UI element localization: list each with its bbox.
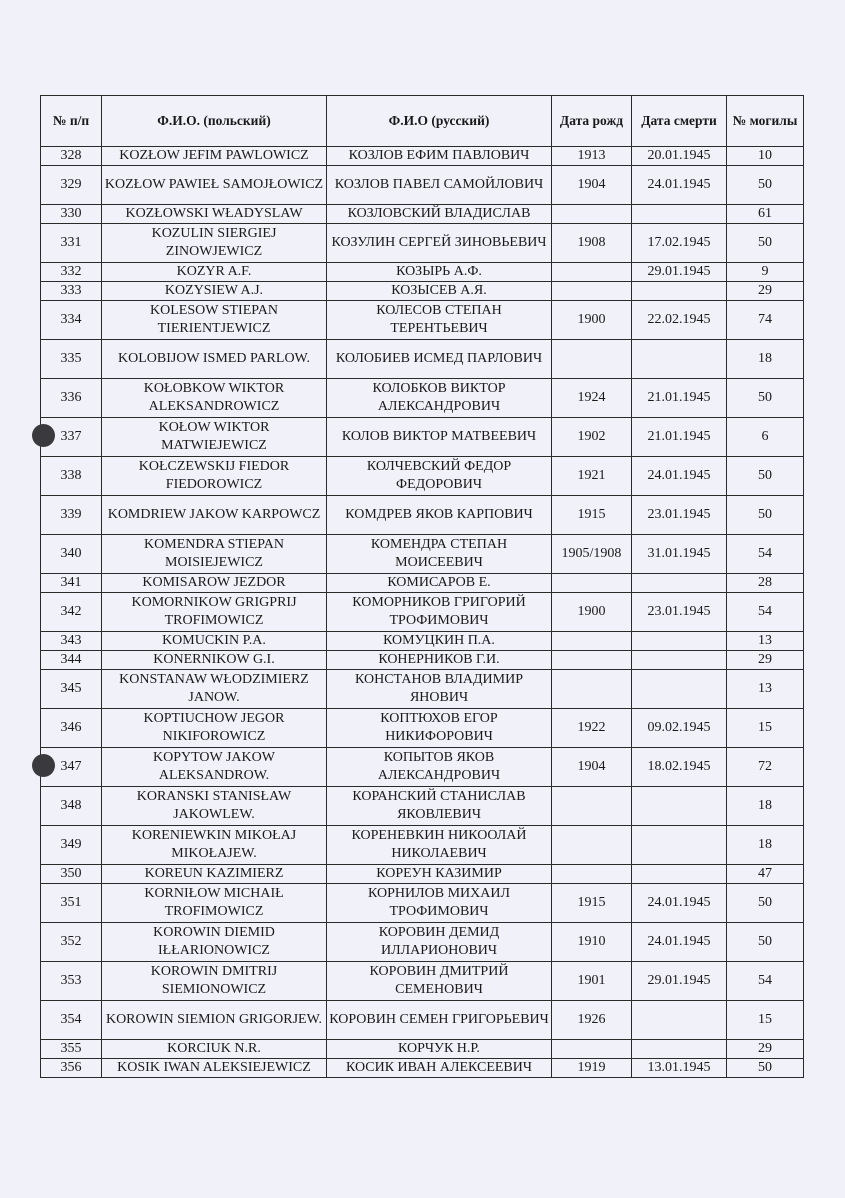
cell-birth-date bbox=[552, 826, 632, 865]
cell-name-polish: KOŁOW WIKTOR MATWIEJEWICZ bbox=[102, 418, 327, 457]
cell-name-russian: КОРЧУК Н.Р. bbox=[327, 1040, 552, 1059]
table-row bbox=[41, 496, 804, 535]
cell-name-polish: KOROWIN SIEMION GRIGORJEW. bbox=[102, 1001, 327, 1040]
cell-grave-number: 50 bbox=[727, 166, 804, 205]
table-row bbox=[41, 923, 804, 962]
cell-death-date: 21.01.1945 bbox=[632, 379, 727, 418]
cell-number: 347 bbox=[41, 748, 102, 787]
cell-name-russian: КОЛЧЕВСКИЙ ФЕДОР ФЕДОРОВИЧ bbox=[327, 457, 552, 496]
cell-name-polish: KOMENDRA STIEPAN MOISIEJEWICZ bbox=[102, 535, 327, 574]
cell-number: 349 bbox=[41, 826, 102, 865]
cell-name-russian: КОНСТАНОВ ВЛАДИМИР ЯНОВИЧ bbox=[327, 670, 552, 709]
cell-name-polish: KORANSKI STANISŁAW JAKOWLEW. bbox=[102, 787, 327, 826]
cell-death-date bbox=[632, 651, 727, 670]
cell-name-russian: КОЗЛОВ ПАВЕЛ САМОЙЛОВИЧ bbox=[327, 166, 552, 205]
table-row bbox=[41, 962, 804, 1001]
header-birth-date: Дата рожд bbox=[552, 96, 632, 147]
table-row bbox=[41, 340, 804, 379]
burial-registry-table bbox=[40, 95, 804, 1078]
table-row bbox=[41, 282, 804, 301]
cell-birth-date: 1901 bbox=[552, 962, 632, 1001]
cell-number: 350 bbox=[41, 865, 102, 884]
cell-birth-date bbox=[552, 205, 632, 224]
cell-grave-number: 15 bbox=[727, 1001, 804, 1040]
cell-birth-date: 1924 bbox=[552, 379, 632, 418]
table-row bbox=[41, 709, 804, 748]
cell-name-russian: КОЛОБИЕВ ИСМЕД ПАРЛОВИЧ bbox=[327, 340, 552, 379]
cell-number: 356 bbox=[41, 1059, 102, 1078]
table-row bbox=[41, 670, 804, 709]
cell-name-russian: КОПТЮХОВ ЕГОР НИКИФОРОВИЧ bbox=[327, 709, 552, 748]
table-row bbox=[41, 457, 804, 496]
cell-name-russian: КОРОВИН ДМИТРИЙ СЕМЕНОВИЧ bbox=[327, 962, 552, 1001]
cell-name-polish: KOZULIN SIERGIEJ ZINOWJEWICZ bbox=[102, 224, 327, 263]
cell-birth-date bbox=[552, 263, 632, 282]
table-row bbox=[41, 535, 804, 574]
table-row bbox=[41, 651, 804, 670]
header-number: № п/п bbox=[41, 96, 102, 147]
table-row bbox=[41, 301, 804, 340]
cell-death-date: 29.01.1945 bbox=[632, 263, 727, 282]
cell-number: 344 bbox=[41, 651, 102, 670]
cell-grave-number: 29 bbox=[727, 1040, 804, 1059]
cell-grave-number: 47 bbox=[727, 865, 804, 884]
cell-birth-date bbox=[552, 865, 632, 884]
punch-hole-mark bbox=[32, 424, 55, 447]
cell-birth-date: 1919 bbox=[552, 1059, 632, 1078]
cell-grave-number: 13 bbox=[727, 670, 804, 709]
cell-death-date: 20.01.1945 bbox=[632, 147, 727, 166]
cell-grave-number: 74 bbox=[727, 301, 804, 340]
cell-name-russian: КОРЕУН КАЗИМИР bbox=[327, 865, 552, 884]
cell-birth-date: 1908 bbox=[552, 224, 632, 263]
cell-death-date: 24.01.1945 bbox=[632, 884, 727, 923]
cell-birth-date: 1926 bbox=[552, 1001, 632, 1040]
cell-death-date bbox=[632, 632, 727, 651]
cell-grave-number: 18 bbox=[727, 787, 804, 826]
cell-death-date: 31.01.1945 bbox=[632, 535, 727, 574]
cell-number: 337 bbox=[41, 418, 102, 457]
cell-number: 332 bbox=[41, 263, 102, 282]
cell-number: 353 bbox=[41, 962, 102, 1001]
cell-name-russian: КОЛЕСОВ СТЕПАН ТЕРЕНТЬЕВИЧ bbox=[327, 301, 552, 340]
cell-name-polish: KORENIEWKIN MIKOŁAJ MIKOŁAJEW. bbox=[102, 826, 327, 865]
cell-grave-number: 61 bbox=[727, 205, 804, 224]
table-row bbox=[41, 574, 804, 593]
cell-number: 355 bbox=[41, 1040, 102, 1059]
table-row bbox=[41, 865, 804, 884]
cell-name-russian: КОЗЛОВСКИЙ ВЛАДИСЛАВ bbox=[327, 205, 552, 224]
cell-number: 338 bbox=[41, 457, 102, 496]
header-death-date: Дата смерти bbox=[632, 96, 727, 147]
cell-birth-date: 1915 bbox=[552, 496, 632, 535]
table-row bbox=[41, 224, 804, 263]
cell-number: 341 bbox=[41, 574, 102, 593]
cell-grave-number: 18 bbox=[727, 826, 804, 865]
table-row bbox=[41, 632, 804, 651]
cell-grave-number: 10 bbox=[727, 147, 804, 166]
cell-death-date: 17.02.1945 bbox=[632, 224, 727, 263]
cell-grave-number: 50 bbox=[727, 884, 804, 923]
cell-grave-number: 18 bbox=[727, 340, 804, 379]
table-row bbox=[41, 748, 804, 787]
cell-name-russian: КОЛОВ ВИКТОР МАТВЕЕВИЧ bbox=[327, 418, 552, 457]
cell-birth-date: 1910 bbox=[552, 923, 632, 962]
cell-death-date: 24.01.1945 bbox=[632, 457, 727, 496]
cell-number: 340 bbox=[41, 535, 102, 574]
table-row bbox=[41, 593, 804, 632]
cell-name-russian: КОРОВИН СЕМЕН ГРИГОРЬЕВИЧ bbox=[327, 1001, 552, 1040]
cell-name-polish: KOPYTOW JAKOW ALEKSANDROW. bbox=[102, 748, 327, 787]
cell-birth-date: 1904 bbox=[552, 748, 632, 787]
cell-name-polish: KOZŁOWSKI WŁADYSLAW bbox=[102, 205, 327, 224]
cell-birth-date bbox=[552, 282, 632, 301]
cell-death-date bbox=[632, 826, 727, 865]
cell-name-russian: КОРНИЛОВ МИХАИЛ ТРОФИМОВИЧ bbox=[327, 884, 552, 923]
cell-name-polish: KOZYR A.F. bbox=[102, 263, 327, 282]
cell-name-russian: КОРАНСКИЙ СТАНИСЛАВ ЯКОВЛЕВИЧ bbox=[327, 787, 552, 826]
cell-name-russian: КОМУЦКИН П.А. bbox=[327, 632, 552, 651]
cell-birth-date bbox=[552, 670, 632, 709]
cell-name-russian: КОМДРЕВ ЯКОВ КАРПОВИЧ bbox=[327, 496, 552, 535]
cell-birth-date bbox=[552, 787, 632, 826]
cell-death-date bbox=[632, 282, 727, 301]
cell-birth-date bbox=[552, 1040, 632, 1059]
cell-name-polish: KOZŁOW JEFIM PAWLOWICZ bbox=[102, 147, 327, 166]
cell-number: 348 bbox=[41, 787, 102, 826]
cell-birth-date: 1904 bbox=[552, 166, 632, 205]
cell-number: 339 bbox=[41, 496, 102, 535]
table-body bbox=[41, 147, 804, 1078]
cell-number: 336 bbox=[41, 379, 102, 418]
cell-grave-number: 50 bbox=[727, 457, 804, 496]
cell-name-russian: КОЗУЛИН СЕРГЕЙ ЗИНОВЬЕВИЧ bbox=[327, 224, 552, 263]
cell-birth-date: 1902 bbox=[552, 418, 632, 457]
cell-name-polish: KORCIUK N.R. bbox=[102, 1040, 327, 1059]
cell-name-russian: КОМОРНИКОВ ГРИГОРИЙ ТРОФИМОВИЧ bbox=[327, 593, 552, 632]
cell-grave-number: 54 bbox=[727, 962, 804, 1001]
cell-death-date bbox=[632, 787, 727, 826]
table-row bbox=[41, 166, 804, 205]
cell-birth-date: 1900 bbox=[552, 593, 632, 632]
table-row bbox=[41, 418, 804, 457]
cell-name-russian: КОЗЫСЕВ А.Я. bbox=[327, 282, 552, 301]
cell-grave-number: 72 bbox=[727, 748, 804, 787]
table-row bbox=[41, 263, 804, 282]
cell-name-russian: КОРОВИН ДЕМИД ИЛЛАРИОНОВИЧ bbox=[327, 923, 552, 962]
cell-grave-number: 29 bbox=[727, 282, 804, 301]
cell-birth-date: 1915 bbox=[552, 884, 632, 923]
cell-grave-number: 9 bbox=[727, 263, 804, 282]
cell-grave-number: 50 bbox=[727, 379, 804, 418]
cell-grave-number: 13 bbox=[727, 632, 804, 651]
cell-death-date: 18.02.1945 bbox=[632, 748, 727, 787]
cell-name-polish: KOMORNIKOW GRIGPRIJ TROFIMOWICZ bbox=[102, 593, 327, 632]
table-row bbox=[41, 205, 804, 224]
cell-death-date: 22.02.1945 bbox=[632, 301, 727, 340]
cell-death-date bbox=[632, 205, 727, 224]
cell-name-polish: KOPTIUCHOW JEGOR NIKIFOROWICZ bbox=[102, 709, 327, 748]
cell-death-date: 24.01.1945 bbox=[632, 166, 727, 205]
cell-grave-number: 50 bbox=[727, 923, 804, 962]
cell-death-date bbox=[632, 1040, 727, 1059]
cell-death-date: 24.01.1945 bbox=[632, 923, 727, 962]
cell-death-date: 29.01.1945 bbox=[632, 962, 727, 1001]
cell-number: 328 bbox=[41, 147, 102, 166]
punch-hole-mark bbox=[32, 754, 55, 777]
table-row bbox=[41, 826, 804, 865]
cell-number: 354 bbox=[41, 1001, 102, 1040]
cell-name-russian: КОМИСАРОВ Е. bbox=[327, 574, 552, 593]
cell-name-polish: KOZYSIEW A.J. bbox=[102, 282, 327, 301]
cell-death-date bbox=[632, 574, 727, 593]
table-row bbox=[41, 1001, 804, 1040]
cell-number: 334 bbox=[41, 301, 102, 340]
cell-name-polish: KOMUCKIN P.A. bbox=[102, 632, 327, 651]
cell-birth-date: 1905/1908 bbox=[552, 535, 632, 574]
cell-death-date: 23.01.1945 bbox=[632, 593, 727, 632]
table-row bbox=[41, 884, 804, 923]
cell-grave-number: 15 bbox=[727, 709, 804, 748]
cell-number: 329 bbox=[41, 166, 102, 205]
header-grave-number: № могилы bbox=[727, 96, 804, 147]
cell-death-date: 13.01.1945 bbox=[632, 1059, 727, 1078]
cell-birth-date bbox=[552, 651, 632, 670]
cell-name-russian: КОМЕНДРА СТЕПАН МОИСЕЕВИЧ bbox=[327, 535, 552, 574]
cell-name-russian: КОПЫТОВ ЯКОВ АЛЕКСАНДРОВИЧ bbox=[327, 748, 552, 787]
cell-number: 335 bbox=[41, 340, 102, 379]
cell-death-date bbox=[632, 670, 727, 709]
table-row bbox=[41, 147, 804, 166]
cell-birth-date: 1913 bbox=[552, 147, 632, 166]
cell-name-polish: KOSIK IWAN ALEKSIEJEWICZ bbox=[102, 1059, 327, 1078]
cell-death-date: 09.02.1945 bbox=[632, 709, 727, 748]
cell-grave-number: 50 bbox=[727, 1059, 804, 1078]
cell-name-polish: KOŁOBKOW WIKTOR ALEKSANDROWICZ bbox=[102, 379, 327, 418]
cell-number: 330 bbox=[41, 205, 102, 224]
cell-name-polish: KOROWIN DMITRIJ SIEMIONOWICZ bbox=[102, 962, 327, 1001]
cell-birth-date: 1921 bbox=[552, 457, 632, 496]
cell-name-polish: KONSTANAW WŁODZIMIERZ JANOW. bbox=[102, 670, 327, 709]
cell-name-polish: KORNIŁOW MICHAIŁ TROFIMOWICZ bbox=[102, 884, 327, 923]
cell-grave-number: 50 bbox=[727, 496, 804, 535]
cell-number: 343 bbox=[41, 632, 102, 651]
table-row bbox=[41, 1040, 804, 1059]
cell-name-russian: КОЗЛОВ ЕФИМ ПАВЛОВИЧ bbox=[327, 147, 552, 166]
cell-name-russian: КОСИК ИВАН АЛЕКСЕЕВИЧ bbox=[327, 1059, 552, 1078]
header-name-polish: Ф.И.О. (польский) bbox=[102, 96, 327, 147]
cell-number: 346 bbox=[41, 709, 102, 748]
cell-name-russian: КОРЕНЕВКИН НИКООЛАЙ НИКОЛАЕВИЧ bbox=[327, 826, 552, 865]
table-row bbox=[41, 1059, 804, 1078]
cell-grave-number: 28 bbox=[727, 574, 804, 593]
cell-grave-number: 29 bbox=[727, 651, 804, 670]
cell-death-date: 21.01.1945 bbox=[632, 418, 727, 457]
cell-grave-number: 54 bbox=[727, 535, 804, 574]
cell-number: 345 bbox=[41, 670, 102, 709]
cell-birth-date: 1900 bbox=[552, 301, 632, 340]
cell-grave-number: 54 bbox=[727, 593, 804, 632]
cell-grave-number: 50 bbox=[727, 224, 804, 263]
cell-birth-date bbox=[552, 340, 632, 379]
cell-number: 342 bbox=[41, 593, 102, 632]
cell-name-polish: KOLESOW STIEPAN TIERIENTJEWICZ bbox=[102, 301, 327, 340]
cell-name-polish: KOZŁOW PAWIEŁ SAMOJŁOWICZ bbox=[102, 166, 327, 205]
cell-name-polish: KOMDRIEW JAKOW KARPOWCZ bbox=[102, 496, 327, 535]
cell-number: 351 bbox=[41, 884, 102, 923]
cell-death-date bbox=[632, 1001, 727, 1040]
cell-number: 333 bbox=[41, 282, 102, 301]
cell-name-polish: KOŁCZEWSKIJ FIEDOR FIEDOROWICZ bbox=[102, 457, 327, 496]
cell-name-polish: KONERNIKOW G.I. bbox=[102, 651, 327, 670]
cell-number: 352 bbox=[41, 923, 102, 962]
table-header-row bbox=[41, 96, 804, 147]
cell-grave-number: 6 bbox=[727, 418, 804, 457]
cell-name-polish: KOLOBIJOW ISMED PARLOW. bbox=[102, 340, 327, 379]
cell-birth-date bbox=[552, 632, 632, 651]
cell-death-date: 23.01.1945 bbox=[632, 496, 727, 535]
header-name-russian: Ф.И.О (русский) bbox=[327, 96, 552, 147]
cell-birth-date: 1922 bbox=[552, 709, 632, 748]
cell-death-date bbox=[632, 865, 727, 884]
cell-name-russian: КОЗЫРЬ А.Ф. bbox=[327, 263, 552, 282]
table-row bbox=[41, 379, 804, 418]
cell-name-polish: KOROWIN DIEMID IŁŁARIONOWICZ bbox=[102, 923, 327, 962]
cell-name-russian: КОЛОБКОВ ВИКТОР АЛЕКСАНДРОВИЧ bbox=[327, 379, 552, 418]
cell-number: 331 bbox=[41, 224, 102, 263]
cell-name-polish: KOREUN KAZIMIERZ bbox=[102, 865, 327, 884]
cell-birth-date bbox=[552, 574, 632, 593]
cell-name-russian: КОНЕРНИКОВ Г.И. bbox=[327, 651, 552, 670]
table-row bbox=[41, 787, 804, 826]
cell-name-polish: KOMISAROW JEZDOR bbox=[102, 574, 327, 593]
cell-death-date bbox=[632, 340, 727, 379]
